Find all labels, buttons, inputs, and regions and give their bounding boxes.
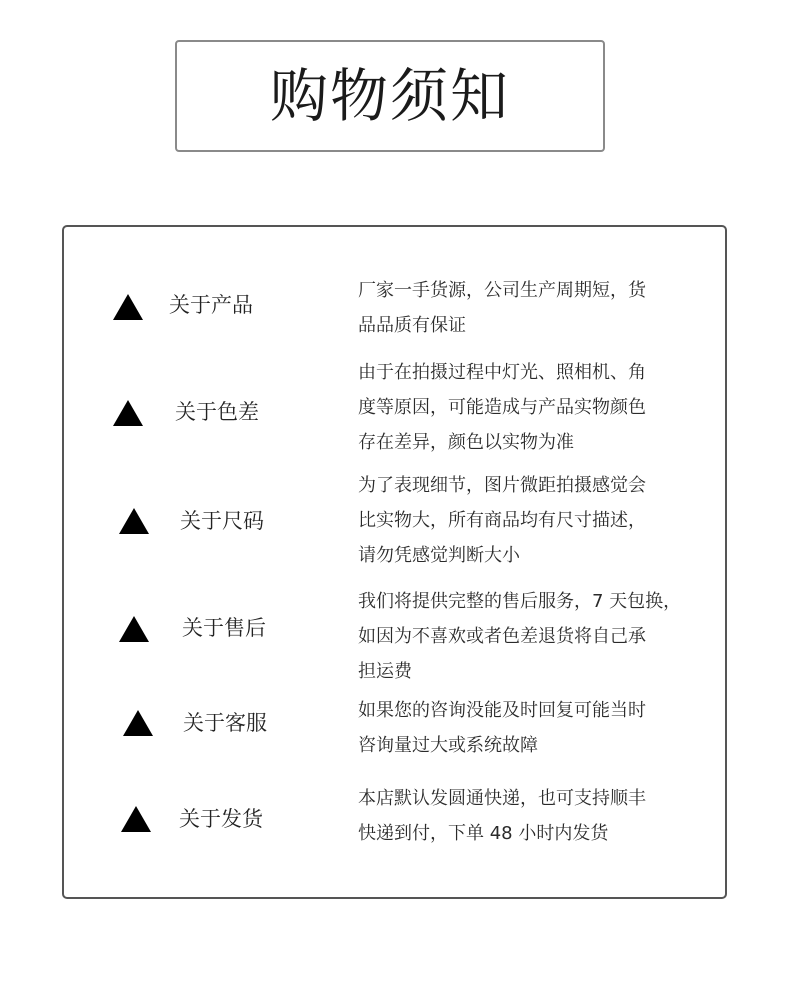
notice-item-label: 关于客服	[183, 711, 267, 735]
notice-item-description	[358, 781, 698, 851]
description-line: 厂家一手货源，公司生产周期短，货	[358, 280, 646, 301]
description-line: 担运费	[358, 661, 412, 682]
notice-item-label: 关于产品	[169, 293, 253, 317]
description-line: 咨询量过大或系统故障	[358, 735, 538, 756]
notice-box	[62, 225, 727, 899]
description-line: 为了表现细节，图片微距拍摄感觉会	[358, 475, 646, 496]
description-line: 快递到付，下单 48 小时内发货	[358, 823, 609, 844]
description-line: 品品质有保证	[358, 315, 466, 336]
triangle-icon	[123, 710, 153, 736]
notice-item-description	[358, 355, 698, 460]
title-box	[175, 40, 605, 152]
page-title: 购物须知	[269, 62, 510, 130]
description-line: 比实物大，所有商品均有尺寸描述，	[358, 510, 646, 531]
description-line: 如果您的咨询没能及时回复可能当时	[358, 700, 646, 721]
notice-item-label: 关于发货	[179, 807, 263, 831]
description-line: 请勿凭感觉判断大小	[358, 545, 520, 566]
notice-item-description	[358, 273, 698, 343]
notice-item-description	[358, 468, 698, 573]
triangle-icon	[113, 400, 143, 426]
notice-item-label: 关于色差	[175, 400, 259, 424]
notice-item-label: 关于售后	[182, 616, 266, 640]
notice-item-label: 关于尺码	[180, 509, 264, 533]
description-line: 存在差异，颜色以实物为准	[358, 432, 574, 453]
triangle-icon	[121, 806, 151, 832]
description-line: 如因为不喜欢或者色差退货将自己承	[358, 626, 646, 647]
description-line: 由于在拍摄过程中灯光、照相机、角	[358, 362, 646, 383]
triangle-icon	[119, 616, 149, 642]
notice-item-description	[358, 584, 698, 689]
description-line: 我们将提供完整的售后服务，7 天包换，	[358, 591, 682, 612]
description-line: 度等原因，可能造成与产品实物颜色	[358, 397, 646, 418]
triangle-icon	[119, 508, 149, 534]
description-line: 本店默认发圆通快递，也可支持顺丰	[358, 788, 646, 809]
notice-item-description	[358, 693, 698, 763]
triangle-icon	[113, 294, 143, 320]
